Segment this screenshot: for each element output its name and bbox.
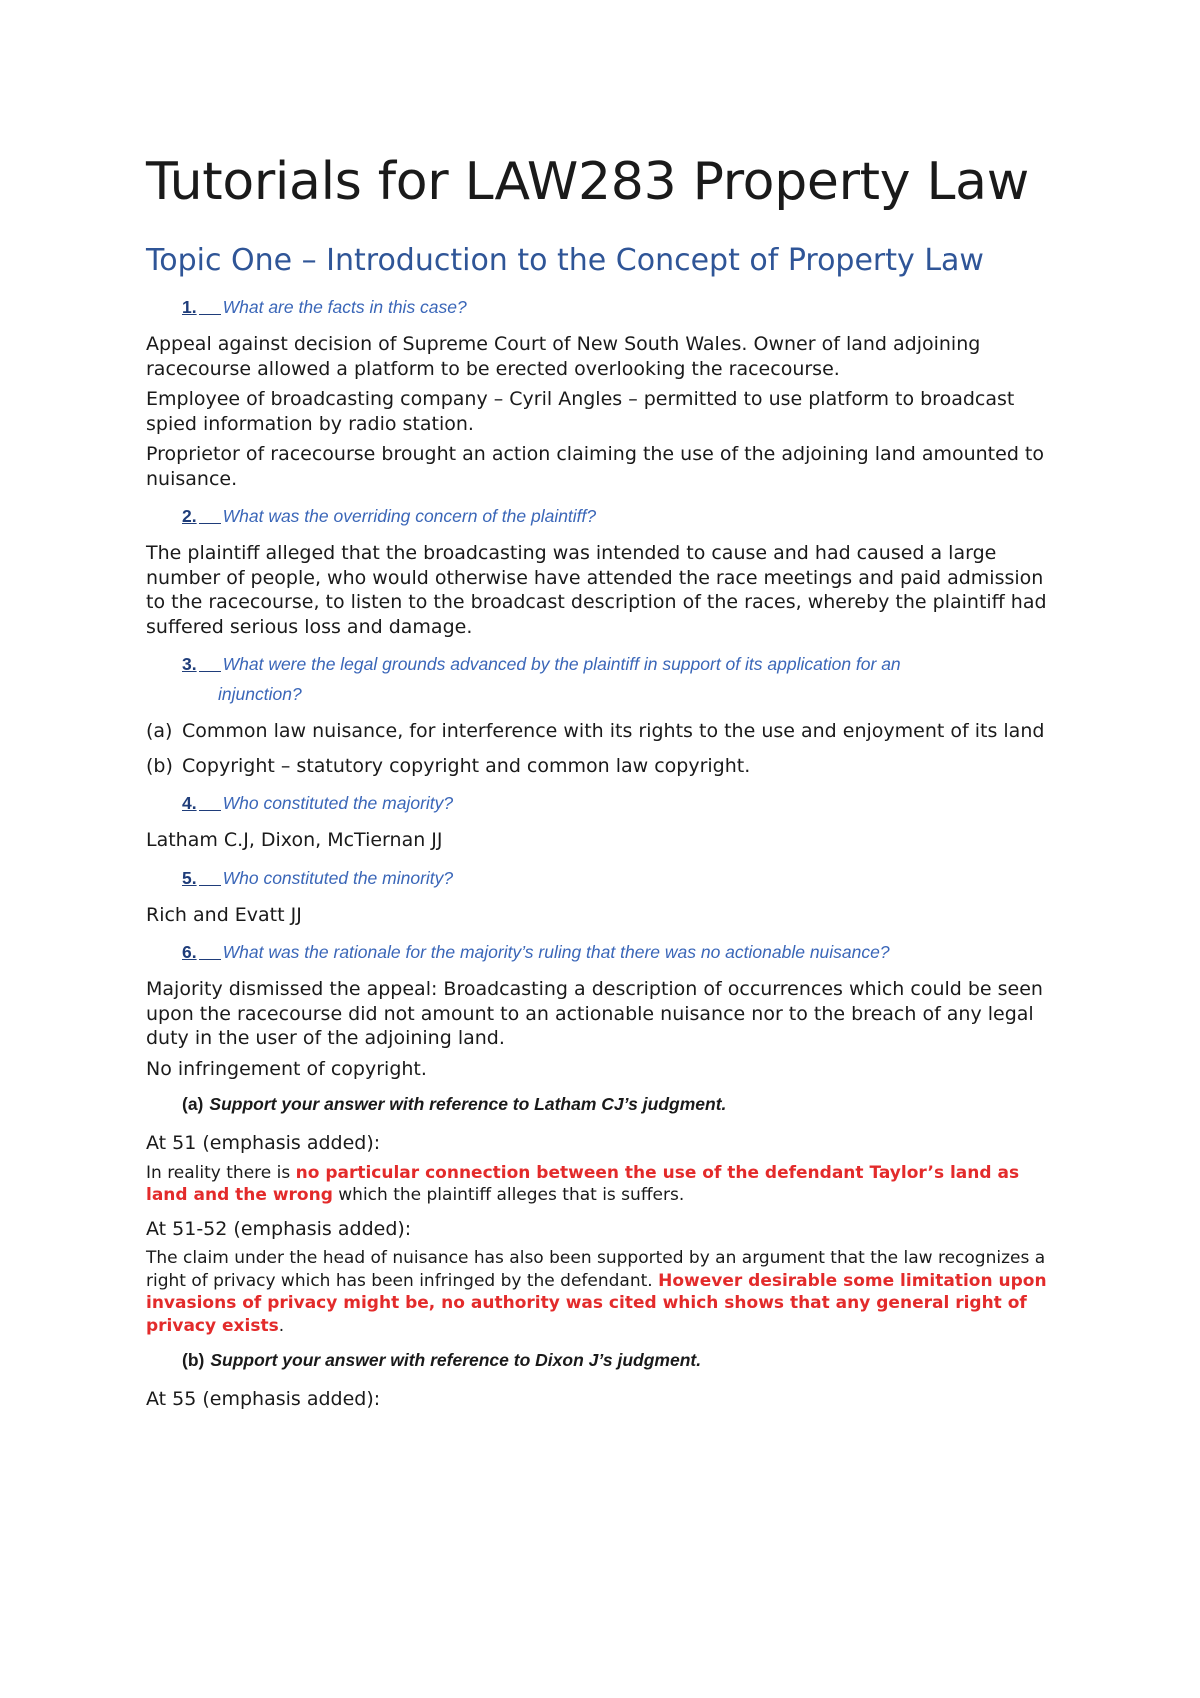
question-number: 4. <box>182 793 197 813</box>
quote-emphasis: However desirable some limitation upon invasions of privacy might be, no authority was cited which shows that any general right of privacy exists <box>146 1270 1047 1336</box>
underline-gap <box>199 509 221 524</box>
rationale-paragraph: Majority dismissed the appeal: Broadcasting a description of occurrences which could be seen upon the racecourse did not amount to an actionable nuisance nor to the breach of any legal duty in the user of the adjoining land. <box>146 978 1043 1049</box>
question-6 <box>182 937 1066 967</box>
question-number: 5. <box>182 867 197 888</box>
list-label: (a) <box>146 720 173 742</box>
list-text: Copyright – statutory copyright and common law copyright. <box>182 754 751 777</box>
fact-paragraph: Proprietor of racecourse brought an action claiming the use of the adjoining land amounted to nuisance. <box>146 443 1044 490</box>
document-title: Tutorials for LAW283 Property Law <box>146 152 1029 212</box>
fact-paragraph: Appeal against decision of Supreme Court of New South Wales. Owner of land adjoining racecourse allowed a platform to be erected overlooking the racecourse. <box>146 333 981 380</box>
quote-paragraph <box>146 1162 1066 1207</box>
quote-emphasis: no particular connection between the use of the defendant Taylor’s land as land and the wrong <box>146 1162 1020 1205</box>
sub-question-label: (a) <box>182 1094 204 1114</box>
citation-line: At 51-52 (emphasis added): <box>146 1217 412 1240</box>
question-number: 2. <box>182 506 197 526</box>
underline-gap <box>199 300 221 315</box>
question-text: What was the overriding concern of the plaintiff? <box>222 506 597 526</box>
fact-paragraph: Employee of broadcasting company – Cyril Angles – permitted to use platform to broadcast spied information by radio station. <box>146 388 1015 435</box>
question-3 <box>182 649 1066 709</box>
topic-heading: Topic One – Introduction to the Concept of Property Law <box>146 243 984 278</box>
question-4 <box>182 788 1066 818</box>
underline-gap <box>199 945 221 960</box>
rationale-paragraph: No infringement of copyright. <box>146 1057 427 1080</box>
question-number: 1. <box>182 297 197 317</box>
question-1 <box>182 292 1066 322</box>
citation-line: At 55 (emphasis added): <box>146 1388 381 1410</box>
underline-gap <box>199 657 221 672</box>
list-text: Common law nuisance, for interference with its rights to the use and enjoyment of its land <box>182 720 1045 742</box>
question-text: What are the facts in this case? <box>222 297 467 317</box>
question-text: What was the rationale for the majority’s ruling that there was no actionable nuisance? <box>222 942 890 962</box>
question-2 <box>182 501 1066 531</box>
majority-answer: Latham C.J, Dixon, McTiernan JJ <box>146 829 443 851</box>
sub-question-label: (b) <box>182 1350 205 1370</box>
list-item <box>146 754 1066 779</box>
question-text: Who constituted the minority? <box>222 867 454 888</box>
list-label: (b) <box>146 754 173 777</box>
question-number: 3. <box>182 654 197 674</box>
question-5 <box>182 863 1066 893</box>
quote-text: which the plaintiff alleges that is suffers. <box>332 1185 685 1205</box>
sub-question-text: Support your answer with reference to Dixon J’s judgment. <box>210 1350 702 1370</box>
question-text: What were the legal grounds advanced by the plaintiff in support of its application for an <box>222 654 901 674</box>
underline-gap <box>199 871 221 886</box>
citation-line: At 51 (emphasis added): <box>146 1132 381 1154</box>
list-item <box>146 719 1066 744</box>
quote-text: In reality there is <box>146 1162 296 1183</box>
sub-question-text: Support your answer with reference to Latham CJ’s judgment. <box>209 1094 727 1114</box>
sub-question-a <box>182 1091 1066 1117</box>
question-text: Who constituted the majority? <box>222 793 454 813</box>
sub-question-b <box>182 1347 1066 1373</box>
concern-paragraph: The plaintiff alleged that the broadcasting was intended to cause and had caused a large number of people, who would otherwise have attended the race meetings and paid admission to the racecourse, to listen to the broadcast description of the races, whereby the plaintiff had suffered serious loss and damage. <box>146 542 1047 638</box>
document-body <box>146 150 1066 1422</box>
minority-answer: Rich and Evatt JJ <box>146 903 302 926</box>
underline-gap <box>199 796 221 811</box>
quote-paragraph <box>146 1247 1066 1337</box>
quote-text: . <box>278 1315 285 1336</box>
quote-text: The claim under the head of nuisance has also been supported by an argument that the law recognizes a right of privacy which has been infringed by the defendant. <box>146 1248 1046 1291</box>
question-number: 6. <box>182 942 197 962</box>
question-text-continued: injunction? <box>218 684 302 704</box>
